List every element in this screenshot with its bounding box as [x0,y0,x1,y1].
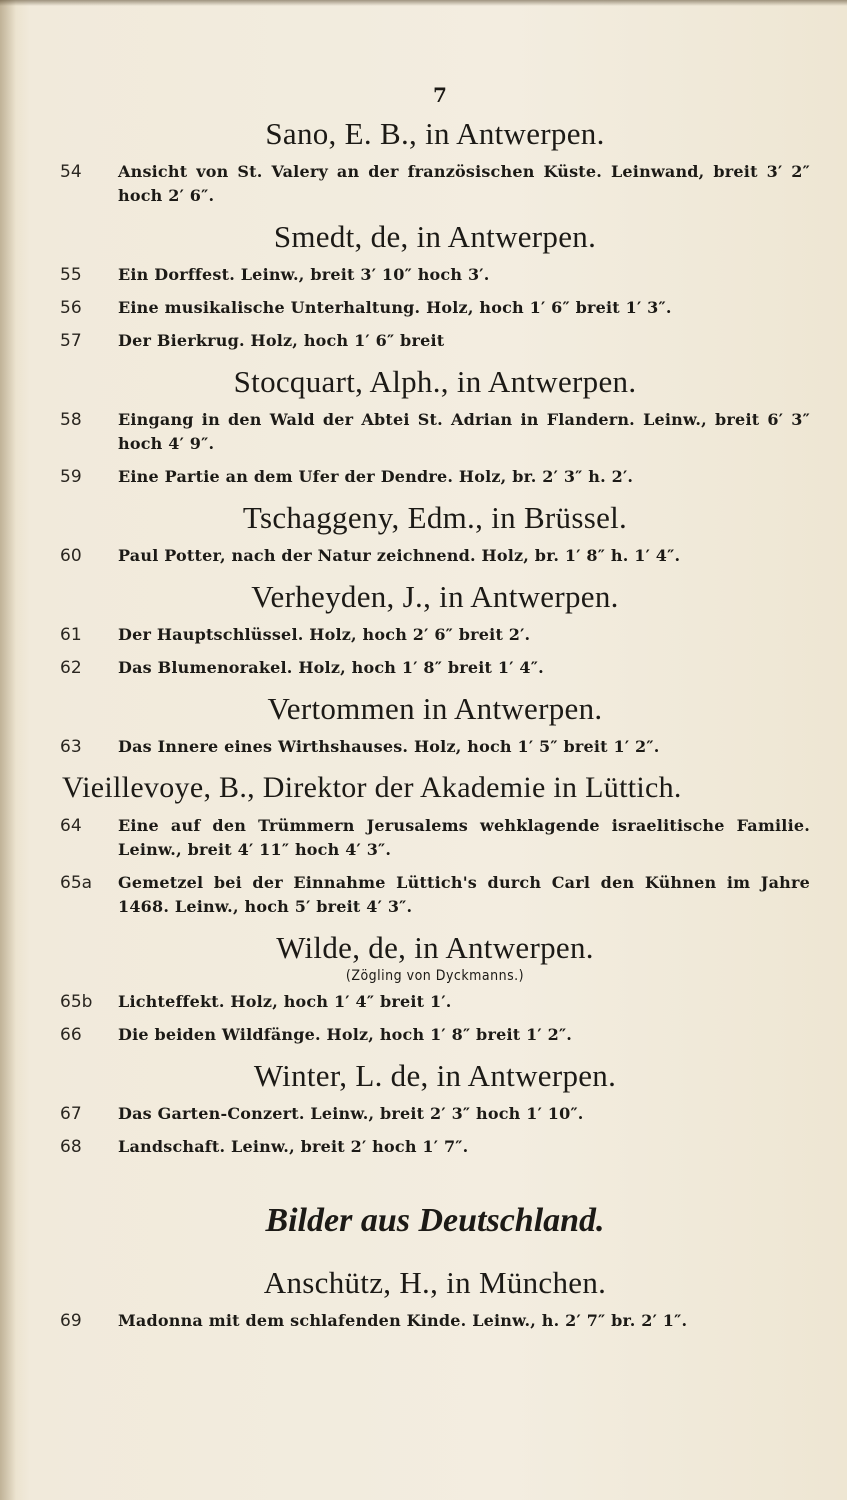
entry-number: 60 [60,546,82,566]
entry-number: 54 [60,162,82,182]
artist-heading: Stocquart, Alph., in Antwerpen. [233,364,637,399]
artist-heading: Wilde, de, in Antwerpen. [276,930,594,965]
page-content [60,80,810,1342]
artist-heading: Verheyden, J., in Antwerpen. [251,579,619,614]
entry-number: 58 [60,410,82,430]
entry-description: Paul Potter, nach der Natur zeichnend. Holz, br. 1′ 8″ h. 1′ 4″. [118,546,681,565]
entry-number: 55 [60,265,82,285]
artist-heading: Vieillevoye, B., Direktor der Akademie in Lüttich. [62,771,682,804]
entry-description: Lichteffekt. Holz, hoch 1′ 4″ breit 1′. [118,992,452,1011]
catalogue-entry [60,160,810,208]
entry-description: Ein Dorffest. Leinw., breit 3′ 10″ hoch 3′. [118,265,490,284]
artist-heading: Sano, E. B., in Antwerpen. [265,116,605,151]
entry-number: 67 [60,1104,82,1124]
entry-number: 65b [60,992,93,1012]
entry-number: 57 [60,331,82,351]
entry-number: 64 [60,816,82,836]
entry-description: Das Innere eines Wirthshauses. Holz, hoch 1′ 5″ breit 1′ 2″. [118,737,660,756]
entry-number: 65a [60,873,93,893]
section-title: Bilder aus Deutschland. [265,1202,605,1239]
catalogue-entry [60,1309,810,1333]
catalogue-entry [60,814,810,862]
entry-description: Der Hauptschlüssel. Holz, hoch 2′ 6″ breit 2′. [118,625,531,644]
artist-heading: Tschaggeny, Edm., in Brüssel. [242,500,628,535]
entry-number: 66 [60,1025,82,1045]
catalogue-entry [60,623,810,647]
catalogue-entry [60,544,810,568]
entry-description: Die beiden Wildfänge. Holz, hoch 1′ 8″ breit 1′ 2″. [118,1025,573,1044]
entry-description: Eine Partie an dem Ufer der Dendre. Holz, br. 2′ 3″ h. 2′. [118,467,634,486]
catalogue-entry [60,656,810,680]
entry-description: Das Blumenorakel. Holz, hoch 1′ 8″ breit 1′ 4″. [118,658,544,677]
catalogue-entry [60,990,810,1014]
artist-heading: Vertommen in Antwerpen. [267,691,603,726]
entry-number: 62 [60,658,82,678]
catalogue-entry [60,1102,810,1126]
catalogue-entry [60,296,810,320]
entry-description: Landschaft. Leinw., breit 2′ hoch 1′ 7″. [118,1137,469,1156]
entry-description: Madonna mit dem schlafenden Kinde. Leinw., h. 2′ 7″ br. 2′ 1″. [118,1311,688,1330]
entry-number: 56 [60,298,82,318]
entry-description: Der Bierkrug. Holz, hoch 1′ 6″ breit [118,331,445,350]
spine-shadow [0,0,16,1500]
catalogue-entry [60,735,810,759]
catalogue-entry [60,329,810,353]
entry-number: 63 [60,737,82,757]
catalogue-entries [60,114,810,1333]
catalogue-entry [60,408,810,456]
entry-description: Eingang in den Wald der Abtei St. Adrian in Flandern. Leinw., breit 6′ 3″ hoch 4′ 9″. [118,410,810,453]
artist-heading: Winter, L. de, in Antwerpen. [253,1058,617,1093]
catalogue-entry [60,465,810,489]
entry-description: Eine auf den Trümmern Jerusalems wehklagende israelitische Familie. Leinw., breit 4′ 11″ hoch 4′ 3″. [118,816,810,859]
entry-description: Gemetzel bei der Einnahme Lüttich's durch Carl den Kühnen im Jahre 1468. Leinw., hoch 5′ breit 4′ 3″. [118,873,810,916]
artist-heading: Anschütz, H., in München. [263,1265,607,1300]
catalogue-entry [60,871,810,919]
catalogue-entry [60,263,810,287]
page-top-edge [0,0,847,6]
catalogue-entry [60,1023,810,1047]
entry-number: 59 [60,467,82,487]
entry-number: 68 [60,1137,82,1157]
entry-description: Eine musikalische Unterhaltung. Holz, hoch 1′ 6″ breit 1′ 3″. [118,298,672,317]
entry-description: Das Garten-Conzert. Leinw., breit 2′ 3″ hoch 1′ 10″. [118,1104,584,1123]
entry-description: Ansicht von St. Valery an der französischen Küste. Leinwand, breit 3′ 2″ hoch 2′ 6″. [118,162,810,205]
artist-note: (Zögling von Dyckmanns.) [345,968,525,984]
catalogue-entry [60,1135,810,1159]
entry-number: 69 [60,1311,82,1331]
entry-number: 61 [60,625,82,645]
artist-heading: Smedt, de, in Antwerpen. [273,219,597,254]
page-number: 7 [433,83,447,107]
